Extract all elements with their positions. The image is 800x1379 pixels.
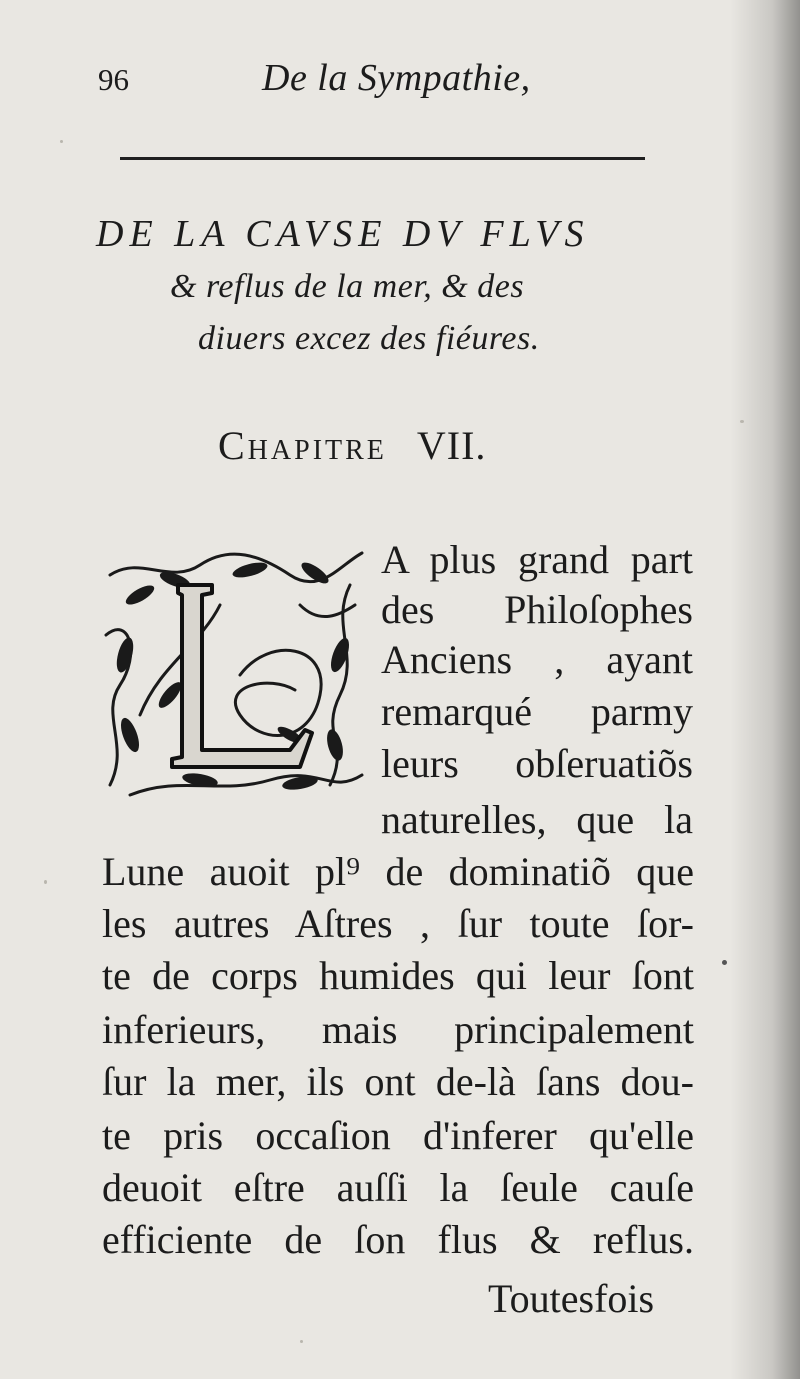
chapter-number: VII.	[416, 423, 487, 468]
header-rule	[120, 157, 645, 160]
page-number: 96	[98, 62, 129, 97]
paper-speck	[740, 420, 744, 423]
body-line: les autres Aſtres , ſur toute ſor-	[102, 901, 694, 946]
body-line: Lune auoit pl⁹ de dominatiõ que	[102, 849, 694, 894]
paper-speck	[60, 140, 63, 143]
chapter-heading-line-1: DE LA CAVSE DV FLVS	[96, 213, 590, 255]
body-line: efficiente de ſon flus & reflus.	[102, 1217, 694, 1262]
body-line: naturelles, que la	[381, 797, 693, 842]
body-line: ſur la mer, ils ont de-là ſans dou-	[102, 1059, 694, 1104]
paper-speck	[722, 960, 727, 965]
body-line: leurs obſeruatiõs	[381, 741, 693, 786]
chapter-heading-line-3: diuers excez des fiéures.	[198, 320, 540, 357]
body-line: te de corps humides qui leur ſont	[102, 953, 694, 998]
body-line: A plus grand part	[381, 537, 693, 582]
body-line: te pris occaſion d'inferer qu'elle	[102, 1113, 694, 1158]
catchword: Toutesfois	[488, 1276, 655, 1321]
chapter-label	[218, 422, 486, 469]
body-line: Anciens , ayant	[381, 637, 693, 682]
chapter-word: Chapitre	[218, 423, 387, 468]
body-line: remarqué parmy	[381, 689, 693, 734]
running-title: De la Sympathie,	[262, 57, 531, 99]
body-line: des Philoſophes	[381, 587, 693, 632]
body-line: inferieurs, mais principalement	[102, 1007, 694, 1052]
paper-speck	[300, 1340, 303, 1343]
chapter-heading-line-2: & reflus de la mer, & des	[170, 268, 525, 305]
page-gutter-shadow	[730, 0, 800, 1379]
body-line: deuoit eſtre auſſi la ſeule cauſe	[102, 1165, 694, 1210]
ornamental-initial-icon	[100, 545, 368, 801]
paper-speck	[44, 880, 47, 884]
